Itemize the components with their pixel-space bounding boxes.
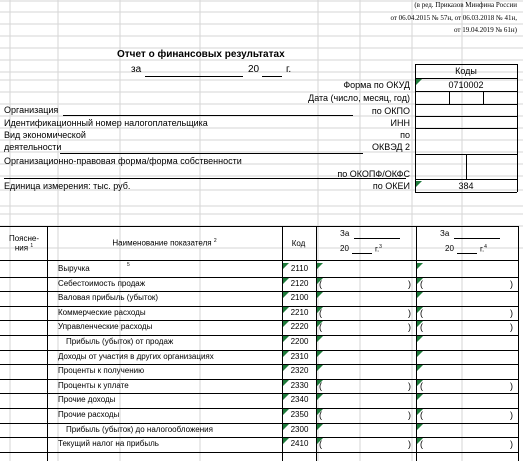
open-paren: ( bbox=[319, 410, 322, 420]
value-cell-period2[interactable] bbox=[417, 277, 517, 292]
okved-label-line-2: ОКВЭД 2 bbox=[371, 142, 410, 152]
okud-cell-marker-icon bbox=[416, 79, 422, 85]
cell-marker-icon bbox=[283, 321, 289, 327]
open-paren: ( bbox=[319, 307, 322, 318]
value-cell-period1[interactable] bbox=[317, 291, 417, 306]
value-cell-period1[interactable] bbox=[317, 262, 417, 277]
value-cell-period2[interactable] bbox=[417, 364, 517, 379]
cell-marker-icon bbox=[283, 438, 289, 444]
value-cell-period1[interactable] bbox=[317, 408, 417, 423]
row-name: Проценты к получению bbox=[58, 366, 145, 376]
row-name-footnote: 5 bbox=[127, 262, 130, 268]
inn-field-label: Идентификационный номер налогоплательщика bbox=[4, 118, 208, 128]
value-cell-period1[interactable] bbox=[317, 379, 417, 394]
close-paren: ) bbox=[510, 439, 513, 450]
value-cell-period2[interactable] bbox=[417, 320, 517, 335]
period-year-suffix: г. bbox=[286, 64, 292, 75]
value-cell-period2[interactable] bbox=[417, 335, 517, 350]
row-name: Прибыль (убыток) до налогообложения bbox=[66, 424, 213, 434]
row-name: Доходы от участия в других организациях bbox=[58, 351, 214, 361]
row-code: 2300 bbox=[290, 424, 309, 434]
open-paren: ( bbox=[319, 322, 322, 333]
col-period1-year-prefix: 20 bbox=[340, 244, 349, 253]
open-paren: ( bbox=[420, 439, 423, 450]
value-cell-period2[interactable] bbox=[417, 306, 517, 321]
activity-label-line-2: деятельности bbox=[4, 142, 62, 152]
report-title: Отчет о финансовых результатах bbox=[117, 49, 285, 60]
value-cell-period1[interactable] bbox=[317, 393, 417, 408]
close-paren: ) bbox=[510, 380, 513, 391]
row-name: Управленческие расходы bbox=[58, 322, 153, 332]
open-paren: ( bbox=[420, 307, 423, 318]
value-cell-period1[interactable] bbox=[317, 306, 417, 321]
edition-note-line-3: от 19.04.2019 № 61н) bbox=[454, 26, 517, 34]
value-cell-period2[interactable] bbox=[417, 393, 517, 408]
okved-label-line-1: по bbox=[400, 130, 410, 140]
row-code: 2110 bbox=[290, 264, 309, 273]
row-code: 2310 bbox=[290, 351, 309, 361]
okei-cell-marker-icon bbox=[416, 181, 422, 187]
value-cell-period2[interactable] bbox=[417, 408, 517, 423]
close-paren: ) bbox=[510, 278, 513, 289]
period-year-blank[interactable] bbox=[262, 76, 282, 77]
cell-marker-icon bbox=[283, 351, 289, 357]
col-code-header: Код bbox=[291, 238, 306, 248]
edition-note-line-1: (в ред. Приказов Минфина России bbox=[414, 1, 517, 9]
date-label: Дата (число, месяц, год) bbox=[308, 93, 410, 103]
row-code: 2200 bbox=[290, 337, 309, 346]
value-cell-period2[interactable] bbox=[417, 291, 517, 306]
cell-marker-icon bbox=[283, 424, 289, 430]
close-paren: ) bbox=[408, 278, 411, 289]
row-name: Прочие доходы bbox=[58, 395, 116, 405]
period-prefix: за bbox=[131, 64, 142, 75]
value-cell-period1[interactable] bbox=[317, 320, 417, 335]
cell-marker-icon bbox=[283, 409, 289, 415]
cell-marker-icon bbox=[283, 292, 289, 298]
cell-marker-icon bbox=[283, 394, 289, 400]
row-name: Проценты к уплате bbox=[58, 380, 129, 390]
value-cell-period1[interactable] bbox=[317, 423, 417, 438]
open-paren: ( bbox=[319, 439, 322, 450]
value-cell-period2[interactable] bbox=[417, 262, 517, 277]
codes-header: Коды bbox=[455, 66, 477, 76]
row-code: 2340 bbox=[290, 395, 309, 405]
col-name-header: Наименование показателя $^2$ bbox=[112, 238, 217, 248]
cell-marker-icon bbox=[283, 307, 289, 313]
okpo-label: по ОКПО bbox=[371, 106, 410, 116]
close-paren: ) bbox=[408, 307, 411, 318]
row-code: 2100 bbox=[290, 293, 309, 303]
col-period1-prefix: За bbox=[340, 229, 350, 238]
cell-marker-icon bbox=[283, 336, 289, 342]
col-note-header: Поясне- ния $^1$ bbox=[8, 233, 40, 253]
okud-label: Форма по ОКУД bbox=[343, 80, 410, 90]
close-paren: ) bbox=[408, 439, 411, 450]
cell-marker-icon bbox=[283, 263, 289, 269]
legal-form-label: Организационно-правовая форма/форма собственности bbox=[4, 156, 242, 166]
value-cell-period2[interactable] bbox=[417, 379, 517, 394]
close-paren: ) bbox=[408, 410, 411, 420]
row-name: Текущий налог на прибыль bbox=[58, 439, 159, 449]
row-code: 2210 bbox=[290, 307, 309, 317]
open-paren: ( bbox=[319, 380, 322, 391]
row-name: Валовая прибыль (убыток) bbox=[58, 293, 159, 303]
organization-label: Организация bbox=[4, 105, 59, 115]
row-code: 2320 bbox=[290, 366, 309, 376]
okei-value: 384 bbox=[458, 181, 474, 191]
row-name: Коммерческие расходы bbox=[58, 307, 146, 317]
open-paren: ( bbox=[420, 278, 423, 289]
row-name: Выручка bbox=[58, 264, 90, 273]
close-paren: ) bbox=[510, 410, 513, 420]
value-cell-period1[interactable] bbox=[317, 437, 417, 452]
cell-marker-icon bbox=[283, 380, 289, 386]
value-cell-period2[interactable] bbox=[417, 350, 517, 365]
okei-label: по ОКЕИ bbox=[372, 181, 410, 191]
value-cell-period2[interactable] bbox=[417, 423, 517, 438]
value-cell-period1[interactable] bbox=[317, 364, 417, 379]
period-blank[interactable] bbox=[145, 76, 243, 77]
row-name: Прибыль (убыток) от продаж bbox=[66, 337, 174, 346]
okud-value: 0710002 bbox=[448, 79, 484, 90]
cell-marker-icon bbox=[283, 365, 289, 371]
close-paren: ) bbox=[408, 380, 411, 391]
value-cell-period1[interactable] bbox=[317, 335, 417, 350]
unit-label: Единица измерения: тыс. руб. bbox=[4, 181, 131, 191]
organization-input-line[interactable] bbox=[63, 115, 353, 116]
activity-label-line-1: Вид экономической bbox=[4, 130, 86, 140]
open-paren: ( bbox=[420, 380, 423, 391]
row-code: 2350 bbox=[290, 410, 309, 419]
period-year-prefix: 20 bbox=[248, 64, 260, 75]
row-name: Прочие расходы bbox=[58, 410, 120, 419]
edition-note-line-2: от 06.04.2015 № 57н, от 06.03.2018 № 41н, bbox=[390, 14, 517, 22]
col-period2-prefix: За bbox=[440, 229, 450, 238]
close-paren: ) bbox=[408, 322, 411, 333]
open-paren: ( bbox=[420, 322, 423, 333]
activity-input-line[interactable] bbox=[60, 153, 363, 154]
value-cell-period1[interactable] bbox=[317, 350, 417, 365]
inn-label: ИНН bbox=[390, 118, 410, 128]
col-period2-year-prefix: 20 bbox=[445, 244, 454, 253]
okopf-label: по ОКОПФ/ОКФС bbox=[337, 169, 410, 179]
cell-marker-icon bbox=[283, 278, 289, 284]
legal-form-input-line[interactable] bbox=[4, 178, 406, 179]
row-name: Себестоимость продаж bbox=[58, 278, 146, 288]
row-code: 2220 bbox=[290, 322, 309, 332]
close-paren: ) bbox=[510, 307, 513, 318]
open-paren: ( bbox=[420, 410, 423, 420]
row-code: 2330 bbox=[290, 380, 309, 390]
col-period2-year-suffix: г.$^4$ bbox=[480, 244, 487, 254]
value-cell-period1[interactable] bbox=[317, 277, 417, 292]
open-paren: ( bbox=[319, 278, 322, 289]
row-code: 2120 bbox=[290, 278, 309, 288]
row-code: 2410 bbox=[290, 439, 309, 449]
value-cell-period2[interactable] bbox=[417, 437, 517, 452]
col-period1-year-suffix: г.$^3$ bbox=[375, 244, 382, 254]
close-paren: ) bbox=[510, 322, 513, 333]
